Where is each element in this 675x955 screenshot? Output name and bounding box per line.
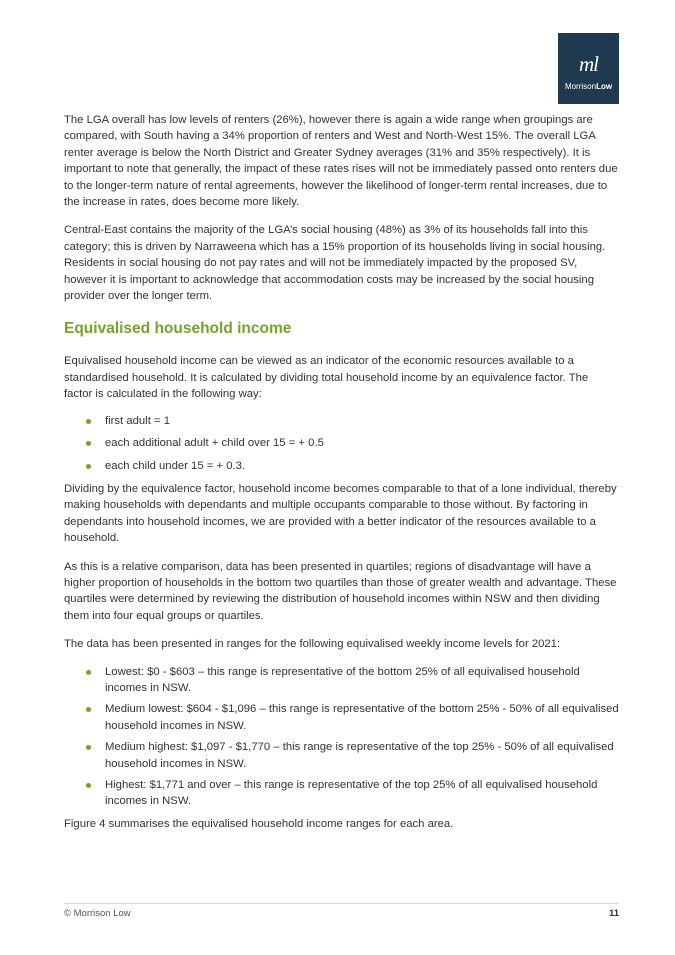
- page-body: [64, 112, 619, 832]
- bullet-icon: [86, 670, 91, 675]
- paragraph-dividing: Dividing by the equivalence factor, household income becomes comparable to that of a lone individual, thereby making households with dependants and multiple occupants comparable to those without. By factoring in dependants into household incomes, we are provided with a better indicator of the resources available to a household.: [64, 482, 617, 545]
- paragraph-social-housing: Central-East contains the majority of the LGA’s social housing (48%) as 3% of its households fall into this category; this is driven by Narraweena which has a 15% proportion of its households living in social housing. Residents in social housing do not pay rates and will not be immediately impacted by the proposed SV, however it is important to acknowledge that accommodation costs may be increased by the social housing provider over the longer term.: [64, 224, 606, 303]
- morrison-low-logo: [558, 33, 619, 104]
- list-item: Lowest: $0 - $603 – this range is representative of the bottom 25% of all equivalised household incomes in NSW.: [64, 664, 619, 697]
- logo-wordmark: MorrisonLow: [564, 82, 613, 91]
- paragraph-figure-ref: Figure 4 summarises the equivalised household income ranges for each area.: [64, 817, 454, 830]
- bullet-icon: [86, 464, 91, 469]
- factor-list: [64, 413, 619, 474]
- footer-copyright: © Morrison Low: [64, 908, 131, 919]
- bullet-icon: [86, 745, 91, 750]
- income-range-list: [64, 664, 619, 810]
- bullet-icon: [86, 783, 91, 788]
- bullet-icon: [86, 441, 91, 446]
- paragraph-renters: The LGA overall has low levels of renters (26%), however there is again a wide range when groupings are compared, with South having a 34% proportion of renters and West and North-West 15%. The overall LGA renter average is below the North District and Greater Sydney averages (31% and 35% respectively). It is important to note that generally, the impact of these rates rises will not be immediately passed onto renters due to the longer-term nature of rental agreements, however the likelihood of longer-term rental increases, due to the increase in rates, does become more likely.: [64, 114, 618, 209]
- bullet-icon: [86, 707, 91, 712]
- logo-mark: ml: [579, 52, 598, 76]
- list-item: Medium highest: $1,097 - $1,770 – this range is representative of the top 25% - 50% of all equivalised household incomes in NSW.: [64, 739, 619, 772]
- list-item: Highest: $1,771 and over – this range is representative of the top 25% of all equivalised household incomes in NSW.: [64, 777, 619, 810]
- list-item: each child under 15 = + 0.3.: [64, 458, 619, 474]
- page-number: 11: [608, 908, 619, 919]
- paragraph-ranges-intro: The data has been presented in ranges for the following equivalised weekly income levels for 2021:: [64, 638, 561, 651]
- section-heading: Equivalised household income: [64, 320, 292, 338]
- bullet-icon: [86, 419, 91, 424]
- list-item: Medium lowest: $604 - $1,096 – this range is representative of the bottom 25% - 50% of all equivalised household incomes in NSW.: [64, 701, 619, 734]
- list-item: each additional adult + child over 15 = + 0.5: [64, 435, 619, 451]
- list-item: first adult = 1: [64, 413, 619, 429]
- footer-divider: [64, 903, 619, 904]
- paragraph-quartiles: As this is a relative comparison, data has been presented in quartiles; regions of disadvantage will have a higher proportion of households in the bottom two quartiles than those of greater wealth and advantage. These quartiles were determined by reviewing the distribution of household incomes within NSW and then dividing them into four equal groups or quartiles.: [64, 560, 617, 622]
- paragraph-intro: Equivalised household income can be viewed as an indicator of the economic resources available to a standardised household. It is calculated by dividing total household income by an equivalence factor. The factor is calculated in the following way:: [64, 355, 589, 401]
